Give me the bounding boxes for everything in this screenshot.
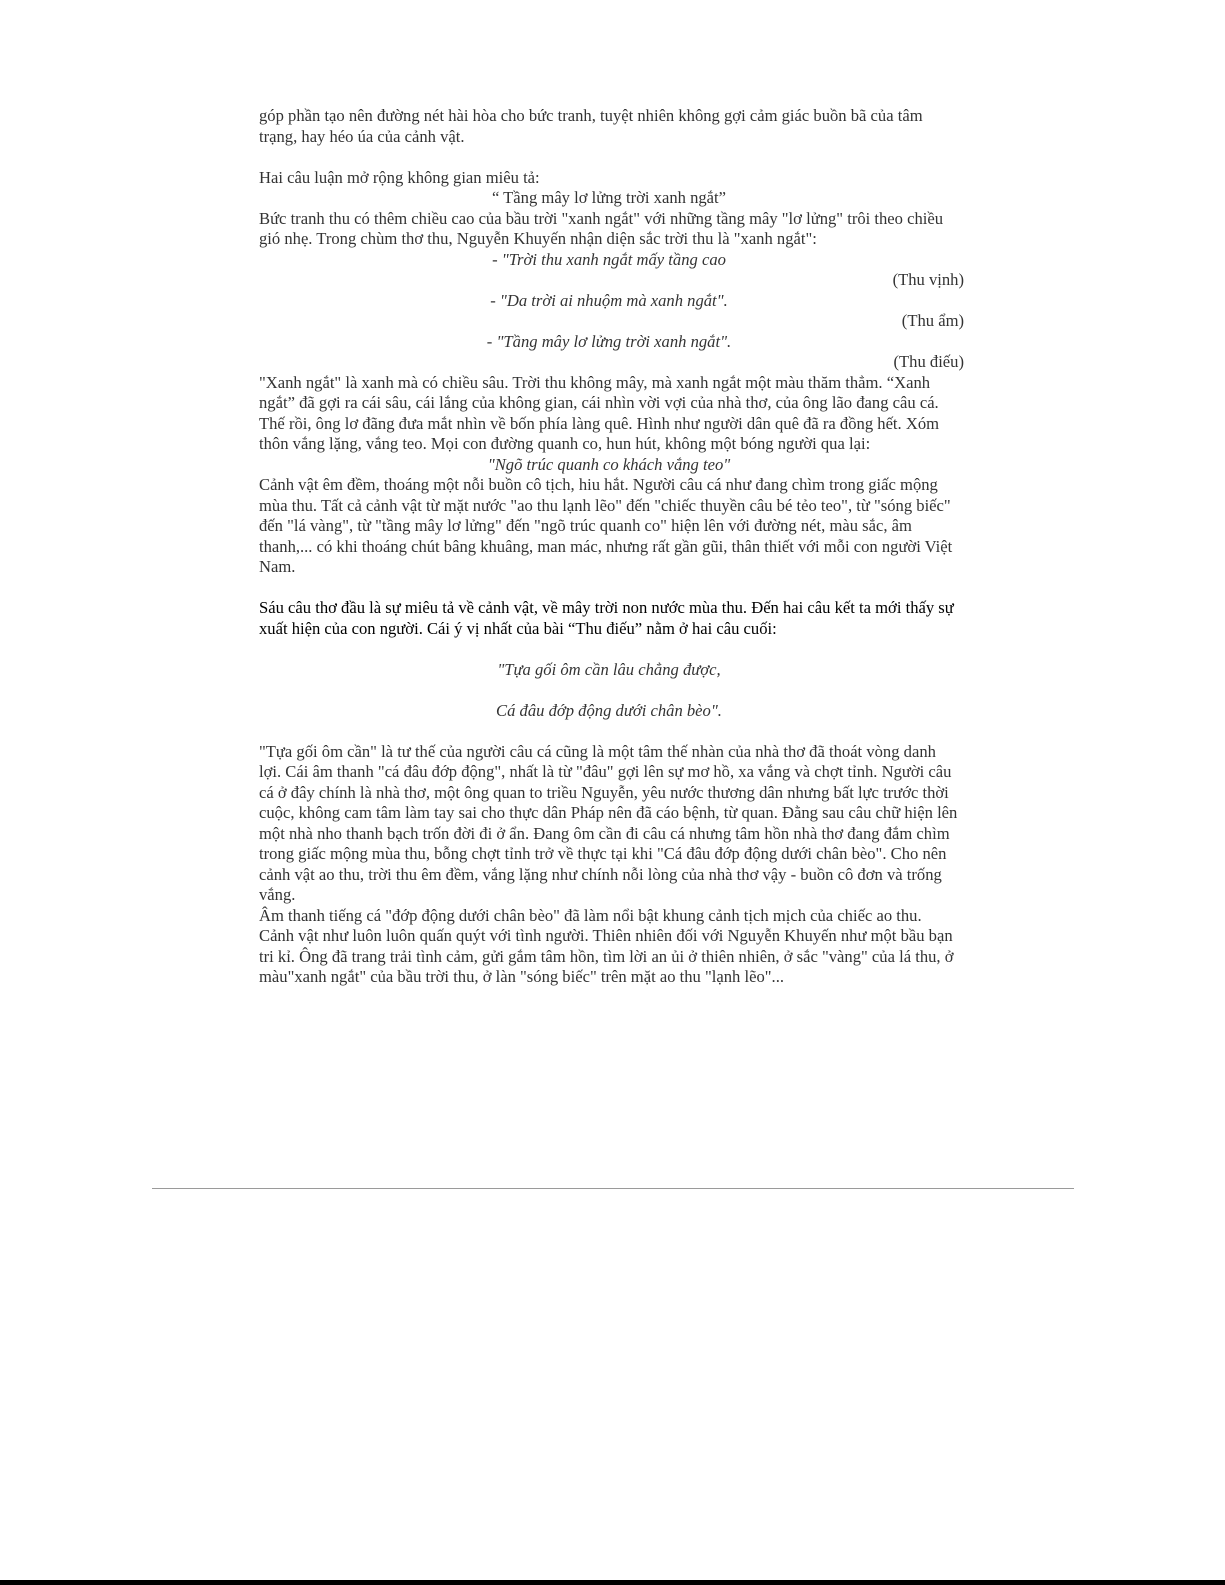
- spacer: [259, 680, 959, 701]
- citation-1-source: (Thu vịnh): [892, 270, 964, 289]
- citation-1-line: - "Trời thu xanh ngắt mấy tầng cao: [492, 249, 726, 269]
- paragraph-7: "Tựa gối ôm cần" là tư thế của người câu cá cũng là một tâm thế nhàn của nhà thơ đã thoát vòng danh lợi. Cái âm thanh "cá đâu đớp động", nhất là từ "đâu" gợi lên sự mơ hồ, xa vắng và chợt tỉnh. Người câu cá ở đây chính là nhà thơ, một ông quan to triều Nguyễn, yêu nước thương dân nhưng bất lực trước thời cuộc, không cam tâm làm tay sai cho thực dân Pháp nên đã cáo bệnh, từ quan. Đằng sau câu chữ hiện lên một nhà nho thanh bạch trốn đời đi ở ẩn. Đang ôm cần đi câu cá nhưng tâm hồn nhà thơ đang đắm chìm trong giấc mộng mùa thu, bỗng chợt tỉnh trở về thực tại khi "Cá đâu đớp động dưới chân bèo". Cho nên cảnh vật ao thu, trời thu êm đềm, vắng lặng như chính nỗi lòng của nhà thơ vậy - buồn cô đơn và trống vắng.: [259, 741, 958, 904]
- page-bottom-edge: [0, 1580, 1225, 1585]
- paragraph-8: Âm thanh tiếng cá "đớp động dưới chân bèo" đã làm nổi bật khung cảnh tịch mịch của chiếc ao thu. Cảnh vật như luôn luôn quấn quýt với tình người. Thiên nhiên đối với Nguyễn Khuyến như một bầu bạn tri kỉ. Ông đã trang trải tình cảm, gửi gắm tâm hồn, tìm lời an ủi ở thiên nhiên, ở sắc "vàng" của lá thu, ở màu"xanh ngắt" của bầu trời thu, ở làn "sóng biếc" trên mặt ao thu "lạnh lẽo"...: [259, 905, 954, 986]
- paragraph-1: góp phần tạo nên đường nét hài hòa cho bức tranh, tuyệt nhiên không gợi cảm giác buồn bã của tâm trạng, hay héo úa của cảnh vật.: [259, 106, 923, 146]
- paragraph-3: Bức tranh thu có thêm chiều cao của bầu trời "xanh ngắt" với những tầng mây "lơ lửng" trôi theo chiều gió nhẹ. Trong chùm thơ thu, Nguyễn Khuyến nhận diện sắc trời thu là "xanh ngắt":: [259, 208, 944, 248]
- document-body: [259, 106, 964, 988]
- citation-3-source: (Thu điếu): [893, 352, 964, 371]
- page-divider: [152, 1188, 1074, 1189]
- verse-line-1: "Tựa gối ôm cần lâu chẳng được,: [497, 659, 721, 679]
- paragraph-intro: Hai câu luận mở rộng không gian miêu tả:: [259, 167, 540, 187]
- paragraph-5: Cảnh vật êm đềm, thoáng một nỗi buồn cô tịch, hiu hắt. Người câu cá như đang chìm trong giấc mộng mùa thu. Tất cả cảnh vật từ mặt nước "ao thu lạnh lẽo" đến "chiếc thuyền câu bé tẻo teo", từ "sóng biếc" đến "lá vàng", từ "tầng mây lơ lửng" đến "ngõ trúc quanh co" hiện lên với đường nét, màu sắc, âm thanh,... có khi thoáng chút bâng khuâng, man mác, nhưng rất gần gũi, thân thiết với mỗi con người Việt Nam.: [259, 475, 953, 576]
- paragraph-6: Sáu câu thơ đầu là sự miêu tả về cảnh vật, về mây trời non nước mùa thu. Đến hai câu kết ta mới thấy sự xuất hiện của con người. Cái ý vị nhất của bài “Thu điếu” nằm ở hai câu cuối:: [259, 598, 954, 638]
- spacer: [259, 721, 959, 742]
- spacer: [259, 639, 959, 660]
- paragraph-4: "Xanh ngắt" là xanh mà có chiều sâu. Trời thu không mây, mà xanh ngắt một màu thăm thẳm. “Xanh ngắt” đã gợi ra cái sâu, cái lắng của không gian, cái nhìn vời vợi của nhà thơ, của ông lão đang câu cá. Thế rồi, ông lơ đãng đưa mắt nhìn về bốn phía làng quê. Hình như người dân quê đã ra đồng hết. Xóm thôn vắng lặng, vắng teo. Mọi con đường quanh co, hun hút, không một bóng người qua lại:: [259, 372, 940, 453]
- verse-line-2: Cá đâu đớp động dưới chân bèo".: [496, 700, 722, 720]
- quote-1: “ Tầng mây lơ lửng trời xanh ngắt”: [491, 188, 727, 207]
- spacer: [259, 578, 959, 599]
- citation-2-line: - "Da trời ai nhuộm mà xanh ngắt".: [490, 290, 728, 310]
- spacer: [259, 147, 959, 168]
- citation-3-line: - "Tầng mây lơ lửng trời xanh ngắt".: [486, 331, 732, 351]
- citation-2-source: (Thu ẩm): [901, 311, 964, 330]
- quote-2: "Ngõ trúc quanh co khách vắng teo": [487, 454, 731, 474]
